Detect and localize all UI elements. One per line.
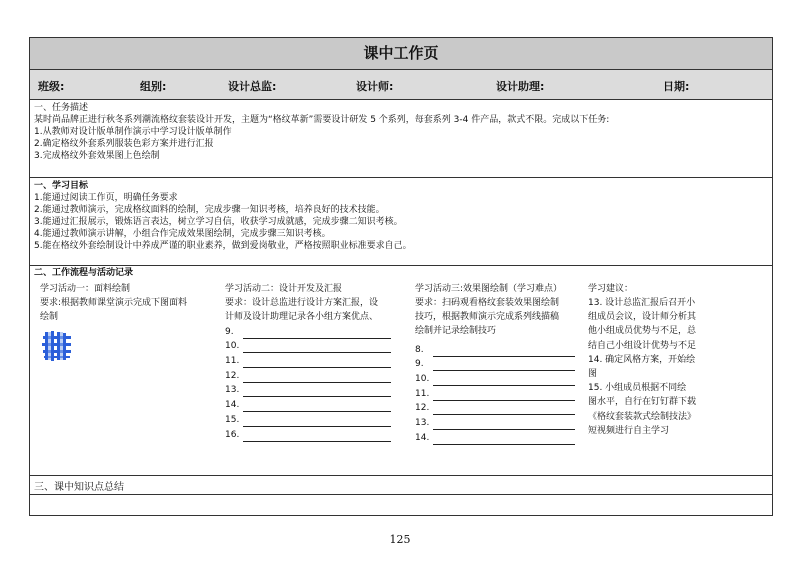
answer-line-number: 9. bbox=[415, 359, 424, 370]
activity-one-line: 要求:根据教师课堂演示完成下图面料 bbox=[40, 298, 188, 308]
activity-one-line: 绘制 bbox=[40, 312, 59, 322]
task-line: 1.从教师对设计版单制作演示中学习设计版单制作 bbox=[34, 127, 232, 137]
answer-underline[interactable] bbox=[433, 435, 575, 445]
suggestion-line: 15. 小组成员根据不同绘 bbox=[588, 383, 687, 394]
answer-underline[interactable] bbox=[243, 373, 391, 383]
task-line: 2.确定格纹外套系列服装色彩方案并进行汇报 bbox=[34, 139, 214, 149]
goal-line: 2.能通过教师演示，完成格纹面料的绘制，完成步骤一知识考核，培养良好的技术技能。 bbox=[34, 205, 385, 215]
assistant-label: 设计助理: bbox=[496, 80, 545, 93]
goals-section bbox=[30, 178, 772, 266]
workflow-heading: 二、工作流程与活动记录 bbox=[34, 268, 134, 278]
page-title: 课中工作页 bbox=[30, 38, 772, 70]
activity-three-answer-lines bbox=[415, 342, 590, 445]
answer-line-number: 12. bbox=[225, 370, 240, 381]
answer-underline[interactable] bbox=[243, 343, 391, 353]
answer-line-number: 13. bbox=[225, 385, 240, 396]
suggestion-line: 13. 设计总监汇报后召开小 bbox=[588, 298, 696, 308]
suggestion-line: 图 bbox=[588, 369, 598, 380]
task-heading: 一、任务描述 bbox=[34, 103, 89, 113]
answer-line[interactable] bbox=[415, 357, 590, 372]
goals-heading: 一、学习目标 bbox=[34, 181, 89, 191]
activity-three-line: 绘制并记录绘制技巧 bbox=[415, 326, 497, 336]
answer-underline[interactable] bbox=[433, 391, 575, 401]
answer-line-number: 10. bbox=[225, 341, 240, 352]
answer-underline[interactable] bbox=[433, 376, 575, 386]
suggestions-title: 学习建议： bbox=[588, 284, 634, 294]
goal-line: 4.能通过教师演示讲解，小组合作完成效果图绘制，完成步骤三知识考核。 bbox=[34, 229, 331, 239]
answer-line[interactable] bbox=[415, 415, 590, 430]
activity-one bbox=[40, 282, 220, 367]
answer-line[interactable] bbox=[415, 386, 590, 401]
answer-line-number: 10. bbox=[415, 374, 430, 385]
date-label: 日期: bbox=[663, 80, 690, 93]
activity-three bbox=[415, 282, 590, 445]
activity-two-line: 计师及设计助理记录各小组方案优点、 bbox=[225, 312, 379, 322]
class-label: 班级: bbox=[38, 80, 65, 93]
learning-suggestions bbox=[588, 282, 718, 438]
activity-two-title: 学习活动二：设计开发及汇报 bbox=[225, 284, 343, 294]
activity-two-line: 要求：设计总监进行设计方案汇报，设 bbox=[225, 298, 379, 308]
answer-line[interactable] bbox=[225, 412, 405, 427]
answer-line-number: 13. bbox=[415, 418, 430, 429]
workflow-section bbox=[30, 266, 772, 476]
answer-line[interactable] bbox=[225, 353, 405, 368]
summary-section bbox=[30, 476, 772, 495]
task-line: 某时尚品牌正进行秋冬系列潮流格纹套装设计开发，主题为“格纹革新”需要设计研发 5 个系列，每套系列 3-4 件产品，款式不限。完成以下任务: bbox=[34, 115, 610, 125]
answer-line-number: 8. bbox=[415, 344, 424, 355]
suggestion-line: 图水平，自行在钉钉群下载 bbox=[588, 397, 697, 408]
worksheet bbox=[29, 37, 773, 516]
goal-line: 3.能通过汇报展示，锻炼语言表达，树立学习自信，收获学习成就感，完成步骤二知识考核。 bbox=[34, 217, 403, 227]
group-label: 组别: bbox=[140, 80, 167, 93]
answer-underline[interactable] bbox=[243, 329, 391, 339]
answer-underline[interactable] bbox=[433, 347, 575, 357]
answer-line[interactable] bbox=[415, 342, 590, 357]
answer-line[interactable] bbox=[225, 339, 405, 354]
answer-line-number: 11. bbox=[415, 388, 430, 399]
answer-underline[interactable] bbox=[243, 432, 391, 442]
answer-underline[interactable] bbox=[433, 420, 575, 430]
goal-line: 5.能在格纹外套绘制设计中养成严谨的职业素养，做到爱岗敬业，严格按照职业标准要求自己。 bbox=[34, 241, 412, 251]
answer-line-number: 14. bbox=[225, 400, 240, 411]
activity-one-title: 学习活动一：面料绘制 bbox=[40, 284, 131, 294]
answer-line-number: 9. bbox=[225, 326, 234, 337]
suggestions-text bbox=[588, 296, 718, 438]
answer-underline[interactable] bbox=[243, 417, 391, 427]
task-line: 3.完成格纹外套效果图上色绘制 bbox=[34, 151, 160, 161]
goal-line: 1.能通过阅读工作页，明确任务要求 bbox=[34, 193, 178, 203]
activity-three-title: 学习活动三:效果图绘制（学习难点） bbox=[415, 284, 563, 294]
designer-label: 设计师: bbox=[356, 80, 394, 93]
answer-line[interactable] bbox=[415, 371, 590, 386]
suggestion-line: 14. 确定风格方案，开始绘 bbox=[588, 354, 696, 365]
activity-three-line: 技巧，根据教师演示完成系列线描稿 bbox=[415, 312, 560, 322]
answer-line[interactable] bbox=[225, 368, 405, 383]
answer-line-number: 14. bbox=[415, 432, 430, 443]
suggestion-line: 他小组成员优势与不足，总 bbox=[588, 326, 697, 337]
suggestion-line: 《格纹套装款式绘制技法》 bbox=[588, 411, 697, 422]
answer-line[interactable] bbox=[415, 430, 590, 445]
task-section bbox=[30, 100, 772, 178]
answer-line[interactable] bbox=[415, 401, 590, 416]
answer-line[interactable] bbox=[225, 324, 405, 339]
activity-three-line: 要求：扫码观看格纹套装效果图绘制 bbox=[415, 298, 560, 308]
answer-line[interactable] bbox=[225, 383, 405, 398]
answer-underline[interactable] bbox=[433, 405, 575, 415]
answer-line[interactable] bbox=[225, 397, 405, 412]
activity-two-answer-lines bbox=[225, 324, 405, 442]
page-number: 125 bbox=[389, 533, 411, 546]
suggestion-line: 组成员会议，设计师分析其 bbox=[588, 312, 697, 323]
answer-underline[interactable] bbox=[243, 402, 391, 412]
answer-line[interactable] bbox=[225, 427, 405, 442]
answer-underline[interactable] bbox=[433, 361, 575, 371]
plaid-swatch-image bbox=[42, 330, 220, 367]
summary-heading: 三、课中知识点总结 bbox=[34, 482, 124, 493]
director-label: 设计总监: bbox=[228, 80, 277, 93]
answer-line-number: 12. bbox=[415, 403, 430, 414]
answer-line-number: 15. bbox=[225, 414, 240, 425]
answer-underline[interactable] bbox=[243, 358, 391, 368]
info-row bbox=[30, 70, 772, 100]
answer-line-number: 11. bbox=[225, 356, 240, 367]
activity-two bbox=[225, 282, 405, 442]
answer-line-number: 16. bbox=[225, 429, 240, 440]
answer-underline[interactable] bbox=[243, 387, 391, 397]
suggestion-line: 结自己小组设计优势与不足 bbox=[588, 340, 697, 351]
suggestion-line: 短视频进行自主学习 bbox=[588, 425, 670, 436]
